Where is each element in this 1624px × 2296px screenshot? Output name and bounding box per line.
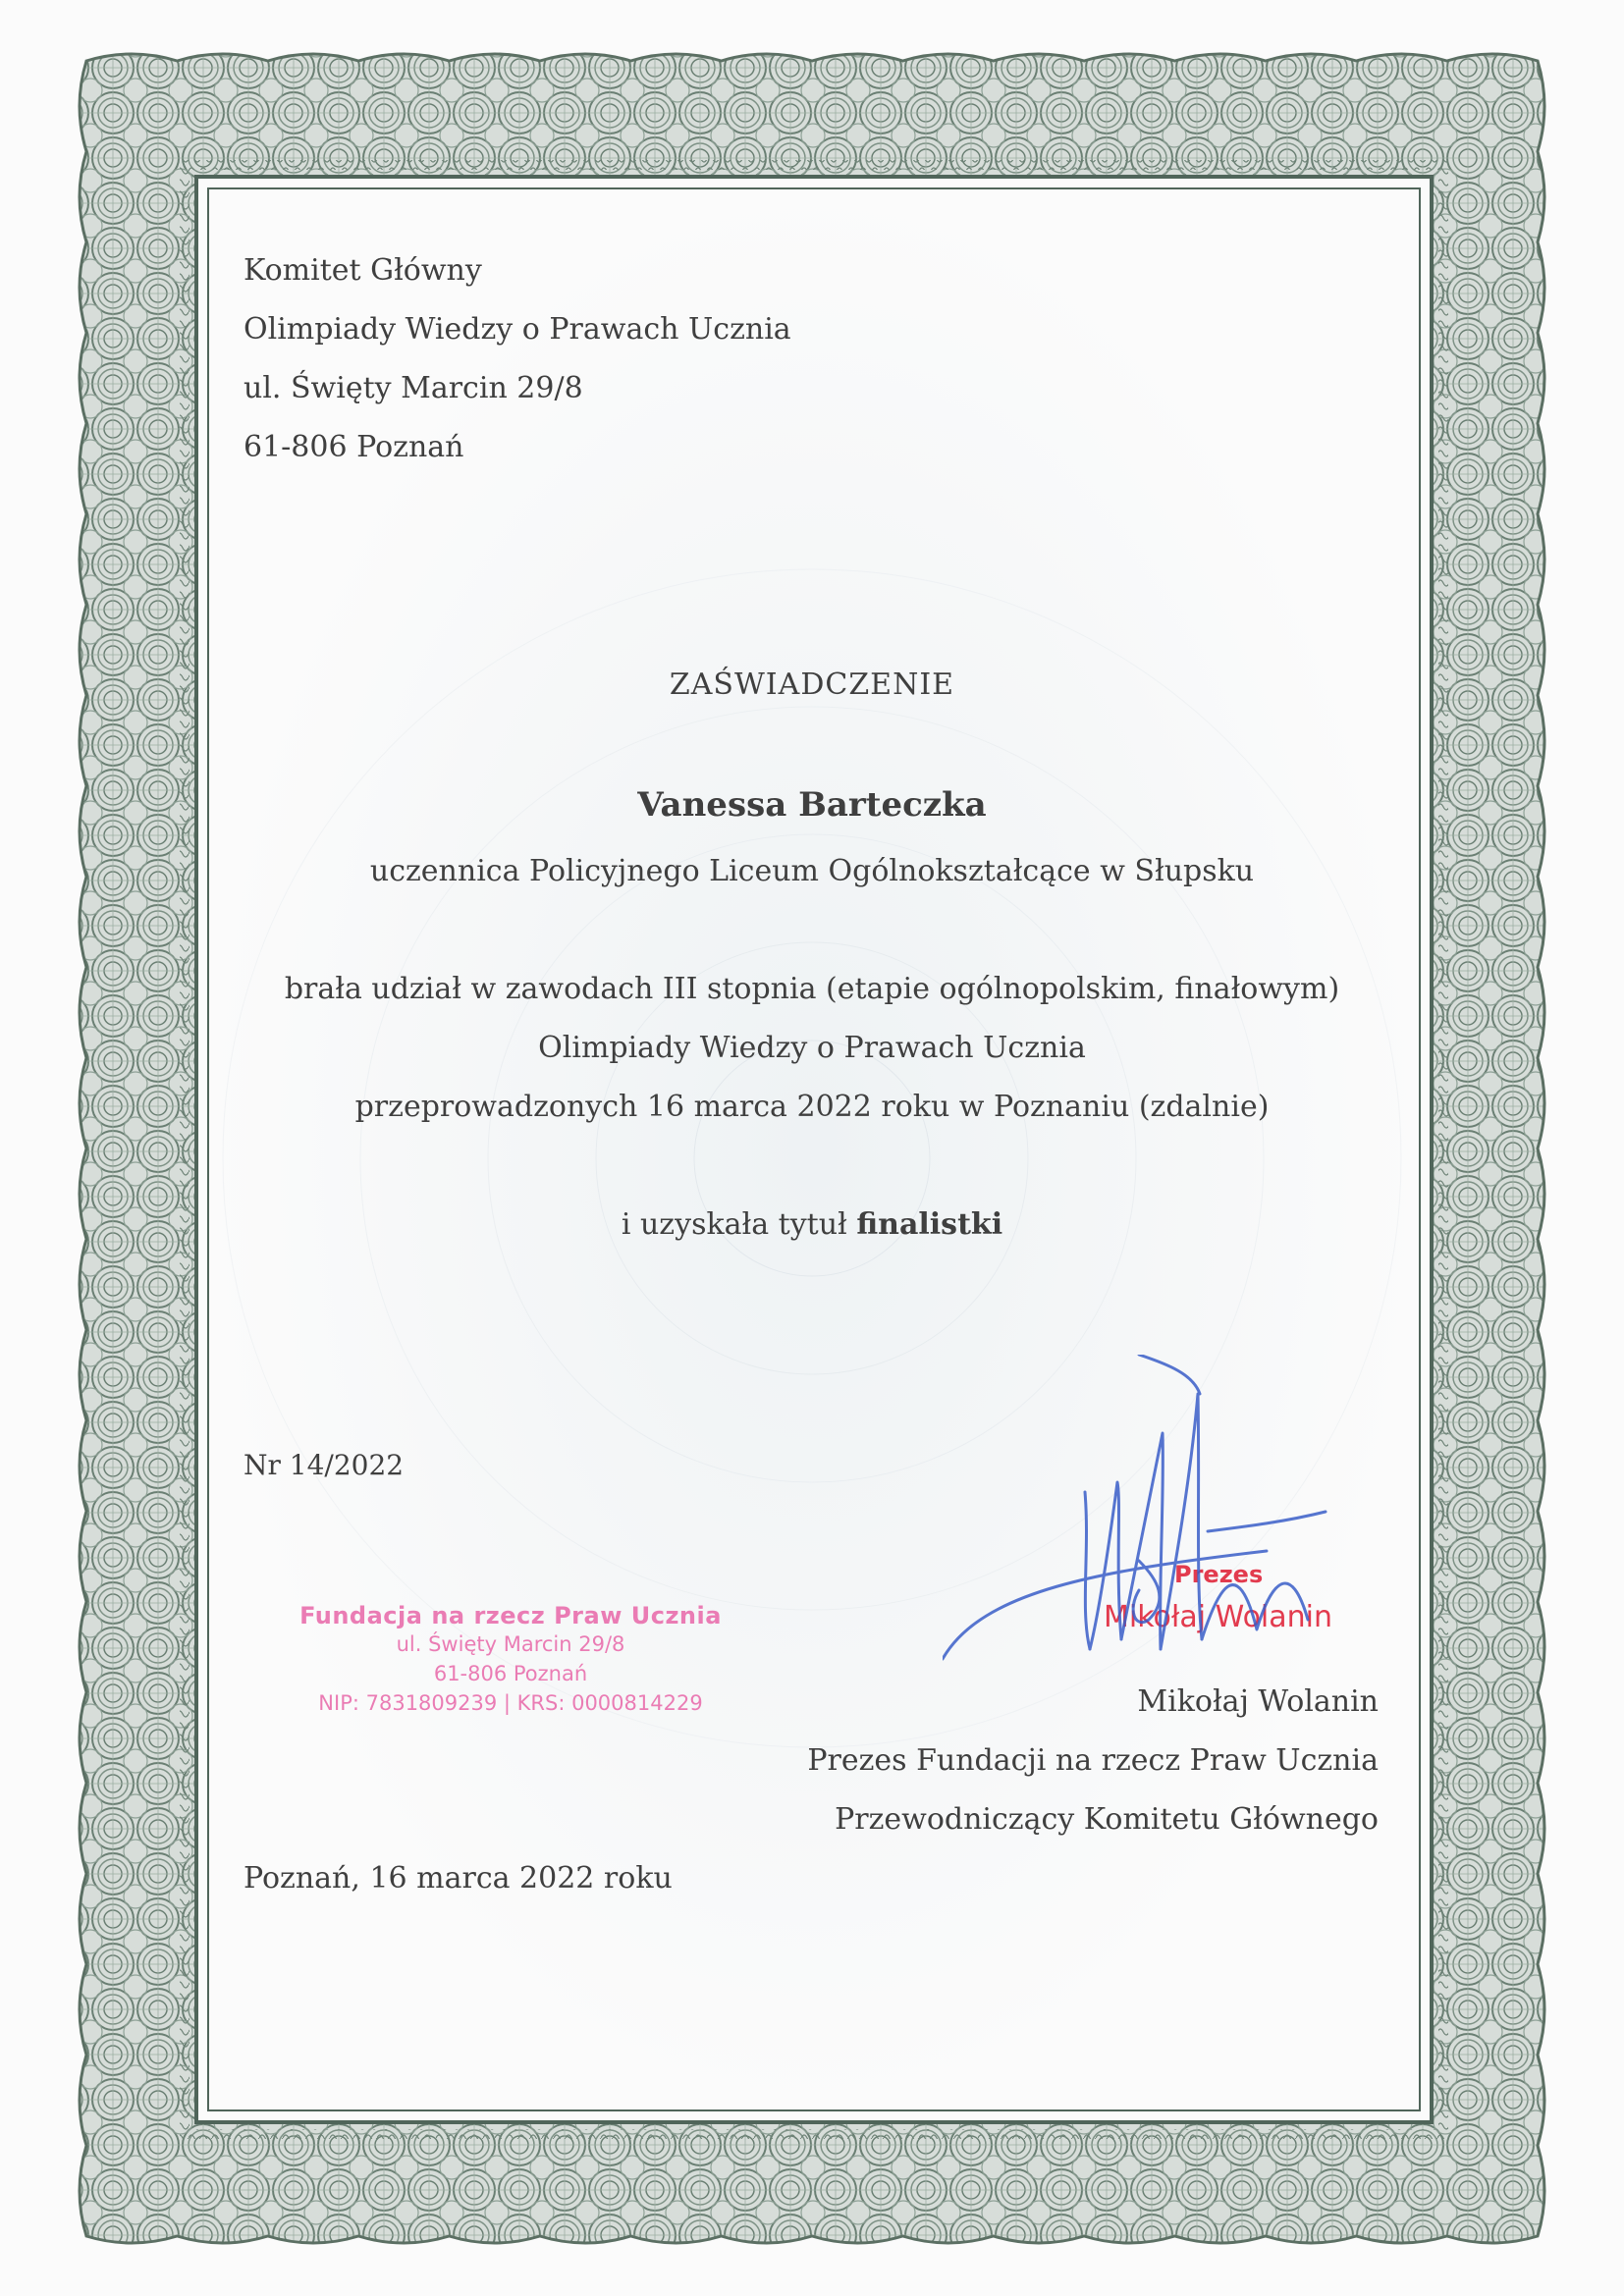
committee-line-3: ul. Święty Marcin 29/8: [244, 371, 583, 405]
document-title: ZAŚWIADCZENIE: [669, 667, 955, 702]
signature-stamp-role: Prezes: [1174, 1561, 1264, 1588]
signatory-name: Mikołaj Wolanin: [1137, 1684, 1379, 1719]
award-title: finalistki: [856, 1207, 1003, 1242]
stamp-line-1: Fundacja na rzecz Praw Ucznia: [299, 1602, 722, 1629]
recipient-name: Vanessa Barteczka: [637, 785, 987, 825]
handwritten-signature: [943, 1355, 1335, 1669]
signatory-role-2: Przewodniczący Komitetu Głównego: [835, 1802, 1379, 1837]
certificate-number: Nr 14/2022: [244, 1449, 405, 1481]
stamp-line-4: NIP: 7831809239 | KRS: 0000814229: [318, 1691, 703, 1715]
place-and-date: Poznań, 16 marca 2022 roku: [244, 1861, 673, 1896]
stamp-line-2: ul. Święty Marcin 29/8: [396, 1632, 625, 1656]
signature-stamp-name: Mikołaj Wolanin: [1104, 1600, 1332, 1634]
recipient-school: uczennica Policyjnego Liceum Ogólnokształcące w Słupsku: [369, 854, 1255, 888]
signatory-role-1: Prezes Fundacji na rzecz Praw Ucznia: [807, 1743, 1379, 1778]
committee-line-1: Komitet Główny: [244, 253, 482, 288]
stamp-line-3: 61-806 Poznań: [433, 1662, 588, 1685]
committee-line-4: 61-806 Poznań: [244, 430, 464, 464]
body-line-1: brała udział w zawodach III stopnia (etapie ogólnopolskim, finałowym): [284, 972, 1340, 1006]
award-line: [0, 1207, 1624, 1242]
body-line-2: Olimpiady Wiedzy o Prawach Ucznia: [538, 1031, 1086, 1065]
body-line-3: przeprowadzonych 16 marca 2022 roku w Poznaniu (zdalnie): [354, 1090, 1270, 1124]
award-prefix: i uzyskała tytuł: [621, 1207, 847, 1242]
committee-line-2: Olimpiady Wiedzy o Prawach Ucznia: [244, 312, 791, 347]
